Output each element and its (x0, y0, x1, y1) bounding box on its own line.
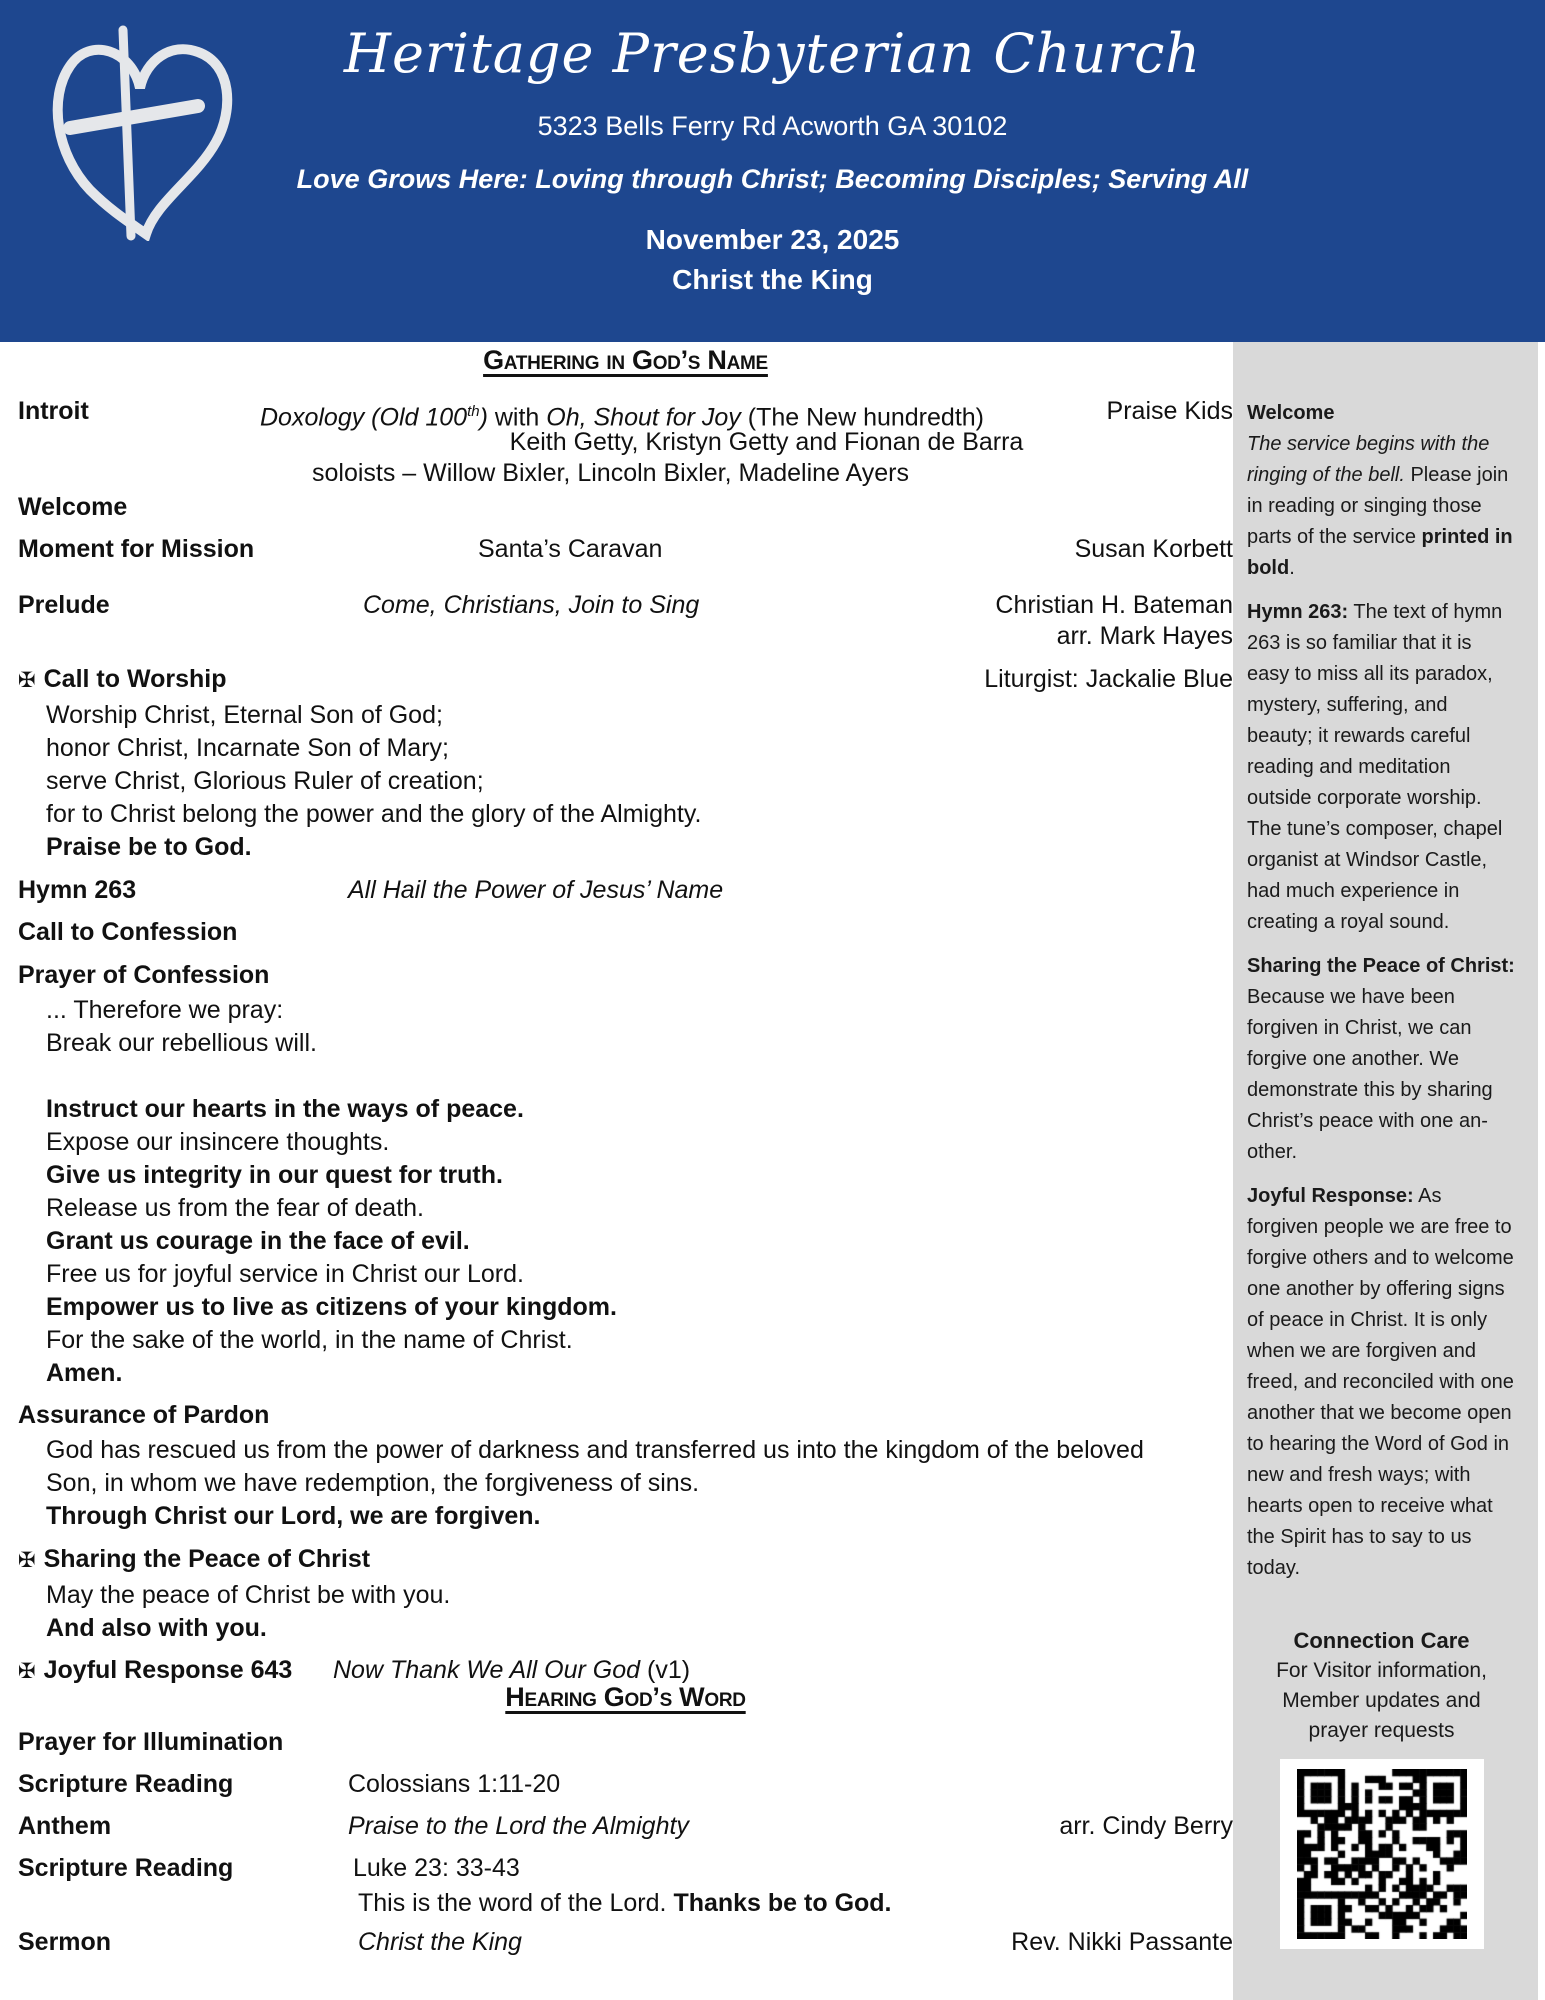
text-line (46, 699, 1233, 732)
item-label: Prayer of Confession (18, 961, 270, 989)
item-label: Assurance of Pardon (18, 1401, 270, 1429)
item-title: All Hail the Power of Jesus’ Name (348, 876, 724, 904)
introit-soloists-line: soloists – Willow Bixler, Lincoln Bixler, Madeline Ayers (311, 459, 909, 487)
maltese-cross-icon: ✠ (18, 668, 36, 692)
text-segment: Empower us to live as citizens of your kingdom. (46, 1293, 617, 1321)
text-line: prayer requests (1308, 1719, 1455, 1742)
maltese-cross-icon: ✠ (18, 1659, 36, 1683)
text-segment: Break our rebellious will. (46, 1029, 317, 1057)
item-label: Introit (18, 397, 89, 425)
connection-care-lines (1247, 1656, 1516, 1746)
text-segment: Through Christ our Lord, we are forgiven. (46, 1502, 541, 1530)
item-label: Call to Worship (43, 665, 227, 693)
scripture-response-line (18, 1887, 1233, 1920)
text-segment: Welcome (1247, 402, 1335, 424)
service-date: November 23, 2025 (645, 224, 900, 255)
sidebar-hymn-note (1247, 597, 1516, 938)
text-segment: Son, in whom we have redemption, the forgiveness of sins. (46, 1469, 700, 1497)
text-line (46, 1467, 1233, 1500)
section-heading-gathering (18, 345, 1233, 376)
text-segment: Grant us courage in the face of evil. (46, 1227, 470, 1255)
item-title (260, 396, 984, 433)
prelude-row (18, 590, 1233, 650)
item-credit: Susan Korbett (1074, 535, 1233, 563)
text-line: Member updates and (1282, 1689, 1481, 1712)
assurance-of-pardon-body (18, 1434, 1233, 1533)
sharing-peace-body (18, 1579, 1233, 1645)
text-segment: Oh, Shout for Joy (546, 403, 741, 432)
item-label: Welcome (18, 493, 128, 521)
text-segment: Praise be to God. (46, 833, 252, 861)
moment-for-mission-row (18, 534, 1233, 565)
text-segment: Doxology (Old 100 (260, 403, 468, 432)
item-credit (995, 590, 1233, 652)
text-segment: Hymn 263: (1247, 601, 1349, 623)
section-heading-text: Hearing God’s Word (505, 1682, 746, 1712)
item-label: Joyful Response 643 (43, 1656, 293, 1684)
text-segment: Amen. (46, 1359, 123, 1387)
text-segment: (v1) (640, 1656, 691, 1684)
text-line: Christian H. Bateman (995, 591, 1233, 619)
text-segment: Release us from the fear of death. (46, 1194, 424, 1222)
text-segment: Instruct our hearts in the ways of peace. (46, 1095, 524, 1123)
text-segment: Worship Christ, Eternal Son of God; (46, 701, 443, 729)
header-banner (0, 0, 1545, 342)
qr-code-image (1297, 1769, 1467, 1939)
text-segment: Give us integrity in our quest for truth. (46, 1161, 503, 1189)
item-label: Call to Confession (18, 918, 238, 946)
text-line (46, 1357, 1233, 1390)
text-segment: (The New hundredth) (740, 403, 984, 432)
item-title: Praise to the Lord the Almighty (348, 1812, 689, 1840)
item-credit: Praise Kids (1106, 397, 1233, 425)
prayer-of-confession-body (18, 994, 1233, 1390)
sidebar-welcome-note (1247, 398, 1516, 584)
church-address: 5323 Bells Ferry Rd Acworth GA 30102 (537, 111, 1008, 141)
text-segment: with (487, 403, 547, 432)
section-heading-hearing (18, 1682, 1233, 1713)
text-segment: For the sake of the world, in the name of Christ. (46, 1326, 573, 1354)
scripture-reading-1-row (18, 1769, 1233, 1800)
text-segment: May the peace of Christ be with you. (46, 1581, 451, 1609)
sidebar-notes (1233, 342, 1538, 2000)
text-segment: This is the word of the Lord. (358, 1889, 674, 1917)
text-segment: And also with you. (46, 1614, 267, 1642)
text-line: arr. Mark Hayes (1056, 622, 1233, 650)
text-line (46, 1159, 1233, 1192)
text-segment: th (467, 403, 480, 420)
scripture-reading-2-row (18, 1853, 1233, 1920)
text-line (46, 798, 1233, 831)
text-segment: serve Christ, Glorious Ruler of creation; (46, 767, 484, 795)
assurance-of-pardon-row (18, 1400, 1233, 1533)
sermon-row (18, 1927, 1233, 1958)
item-title: Christ the King (358, 1928, 522, 1956)
text-line (46, 994, 1233, 1027)
maltese-cross-icon: ✠ (18, 1548, 36, 1572)
introit-credit-line: Keith Getty, Kristyn Getty and Fionan de Barra (509, 428, 1024, 456)
sidebar-joyful-note (1247, 1181, 1516, 1584)
heart-cross-logo (28, 6, 253, 241)
text-segment: God has rescued us from the power of darkness and transferred us into the kingdom of the beloved (46, 1436, 1144, 1464)
call-to-confession-row (18, 917, 1233, 948)
text-segment: Free us for joyful service in Christ our Lord. (46, 1260, 524, 1288)
connection-care-block (1247, 1626, 1516, 1949)
prayer-for-illumination-row (18, 1727, 1233, 1758)
text-segment: . (1289, 557, 1295, 579)
text-segment: Now Thank We All Our God (333, 1656, 641, 1684)
anthem-row (18, 1811, 1233, 1842)
text-line (46, 732, 1233, 765)
text-line (46, 1027, 1233, 1060)
prayer-of-confession-row (18, 960, 1233, 1390)
text-segment: Sharing the Peace of Christ: (1247, 955, 1515, 977)
text-line (46, 1225, 1233, 1258)
section-heading-text: Gathering in God’s Name (483, 345, 768, 375)
text-segment: printed in bold (1247, 526, 1513, 579)
item-label: Prelude (18, 591, 110, 619)
welcome-row (18, 492, 1233, 523)
call-to-worship-body (18, 699, 1233, 864)
text-line (46, 1579, 1233, 1612)
text-line (46, 1192, 1233, 1225)
text-segment: Expose our insincere thoughts. (46, 1128, 390, 1156)
text-line (46, 1126, 1233, 1159)
text-segment: The service begins with the ringing of the bell. (1247, 433, 1490, 486)
text-segment: Because we have been forgiven in Christ, we can forgive one another. We demonstrate this by sharing Christ’s peace with one an- other. (1247, 986, 1493, 1163)
text-line (46, 1612, 1233, 1645)
item-title: Colossians 1:11-20 (348, 1770, 561, 1798)
text-line (46, 1434, 1233, 1467)
text-segment: honor Christ, Incarnate Son of Mary; (46, 734, 449, 762)
liturgical-day: Christ the King (672, 264, 873, 295)
item-label: Moment for Mission (18, 535, 255, 563)
text-line (46, 1258, 1233, 1291)
text-segment: Joyful Response: (1247, 1185, 1414, 1207)
sidebar-peace-note (1247, 951, 1516, 1168)
hymn-263-row (18, 875, 1233, 906)
item-title: Santa’s Caravan (478, 535, 663, 563)
text-segment: The text of hymn 263 is so familiar that it is easy to miss all its paradox, mystery, suffering, and beauty; it rewards careful reading and meditation outside corporate worship. The tune’s composer, chapel organist at Windsor Castle, had much experience in creating a royal sound. (1247, 601, 1503, 933)
call-to-worship-row (18, 664, 1233, 864)
item-credit: Rev. Nikki Passante (1011, 1928, 1233, 1956)
introit-row (18, 396, 1233, 489)
item-credit: Liturgist: Jackalie Blue (984, 665, 1233, 693)
text-line (46, 765, 1233, 798)
text-line (358, 1887, 1233, 1920)
text-segment: ... Therefore we pray: (46, 996, 284, 1024)
item-title: Luke 23: 33-43 (353, 1854, 520, 1882)
text-line (46, 1500, 1233, 1533)
text-segment: ) (479, 403, 488, 432)
text-segment: As forgiven people we are free to forgive others and to welcome one another by offering signs of peace in Christ. It is only when we are forgiven and freed, and reconciled with one another that we become open to hearing the Word of God in new and fresh ways; with hearts open to receive what the Spirit has to say to us today. (1247, 1185, 1514, 1579)
church-name: Heritage Presbyterian Church (343, 22, 1202, 85)
text-line (46, 1324, 1233, 1357)
text-segment: for to Christ belong the power and the glory of the Almighty. (46, 800, 702, 828)
item-credit: arr. Cindy Berry (1059, 1812, 1233, 1840)
item-label: Hymn 263 (18, 876, 137, 904)
connection-care-heading: Connection Care (1293, 1628, 1470, 1653)
item-label: Anthem (18, 1812, 112, 1840)
item-label: Prayer for Illumination (18, 1728, 284, 1756)
item-title: Come, Christians, Join to Sing (363, 591, 700, 619)
item-label: Scripture Reading (18, 1770, 234, 1798)
sharing-peace-row (18, 1544, 1233, 1645)
text-line (46, 831, 1233, 864)
item-label: Scripture Reading (18, 1854, 234, 1882)
text-line: For Visitor information, (1276, 1659, 1487, 1682)
text-line (46, 1291, 1233, 1324)
text-line (46, 1060, 1233, 1093)
text-segment: Thanks be to God. (673, 1889, 892, 1917)
qr-code (1280, 1759, 1484, 1949)
item-label: Sharing the Peace of Christ (43, 1545, 371, 1573)
text-line (46, 1093, 1233, 1126)
item-label: Sermon (18, 1928, 112, 1956)
church-tagline: Love Grows Here: Loving through Christ; Becoming Disciples; Serving All (296, 164, 1249, 194)
text-segment: Please join in reading or singing those parts of the service (1247, 464, 1509, 548)
